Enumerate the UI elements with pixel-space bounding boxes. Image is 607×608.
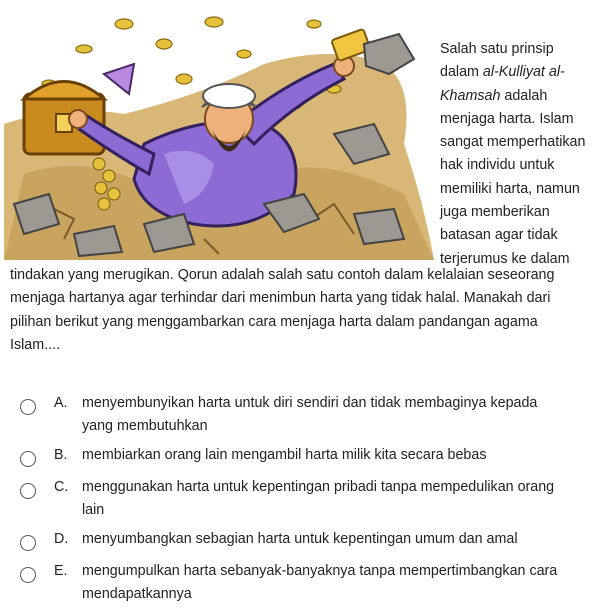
radio-button[interactable]	[20, 483, 36, 499]
option-text: menggunakan harta untuk kepentingan pribadi tanpa mempedulikan orang	[82, 479, 555, 495]
radio-button[interactable]	[20, 535, 36, 551]
option-text: menyembunyikan harta untuk diri sendiri dan tidak membaginya kepada	[82, 395, 538, 411]
radio-button[interactable]	[20, 399, 36, 415]
radio-button[interactable]	[20, 451, 36, 467]
radio-button[interactable]	[20, 567, 36, 583]
side-line: batasan agar tidak	[440, 227, 558, 244]
option-c[interactable]	[10, 476, 600, 524]
option-letter: E.	[54, 563, 68, 579]
option-a[interactable]	[10, 392, 600, 440]
paragraph-line: pilihan berikut yang menggambarkan cara menjaga harta dalam pandangan agama	[10, 313, 538, 330]
side-line: terjerumus ke dalam	[440, 250, 570, 267]
option-text: mendapatkannya	[82, 586, 192, 602]
option-letter: A.	[54, 395, 68, 411]
paragraph-line: menjaga hartanya agar terhindar dari menimbun harta yang tidak halal. Manakah dari	[10, 290, 551, 307]
option-letter: D.	[54, 531, 69, 547]
side-line: hak individu untuk	[440, 157, 555, 174]
option-e[interactable]	[10, 560, 600, 608]
side-text	[440, 38, 607, 271]
side-line: juga memberikan	[440, 204, 550, 221]
option-letter: C.	[54, 479, 69, 495]
option-text: yang membutuhkan	[82, 418, 208, 434]
question-paragraph	[10, 264, 607, 357]
option-text: lain	[82, 502, 105, 518]
side-line: menjaga harta. Islam	[440, 110, 574, 127]
paragraph-line: tindakan yang merugikan. Qorun adalah salah satu contoh dalam kelalaian seseorang	[10, 267, 555, 283]
qorun-illustration	[4, 4, 434, 260]
option-text: membiarkan orang lain mengambil harta milik kita secara bebas	[82, 447, 487, 463]
side-line: dalam al-Kulliyat al-	[440, 64, 565, 81]
side-line: Salah satu prinsip	[440, 41, 554, 57]
option-b[interactable]	[10, 444, 600, 468]
italic-term: al-Kulliyat al-	[482, 64, 565, 81]
side-line: sangat memperhatikan	[440, 134, 586, 151]
option-text: menyumbangkan sebagian harta untuk kepentingan umum dan amal	[82, 531, 518, 547]
side-line: memiliki harta, namun	[440, 180, 580, 197]
paragraph-line: Islam....	[10, 336, 61, 353]
italic-term: Khamsah	[440, 87, 501, 104]
option-text: mengumpulkan harta sebanyak-banyaknya tanpa mempertimbangkan cara	[82, 563, 558, 579]
side-line: Khamsah adalah	[440, 87, 548, 104]
option-letter: B.	[54, 447, 68, 463]
option-d[interactable]	[10, 528, 600, 552]
